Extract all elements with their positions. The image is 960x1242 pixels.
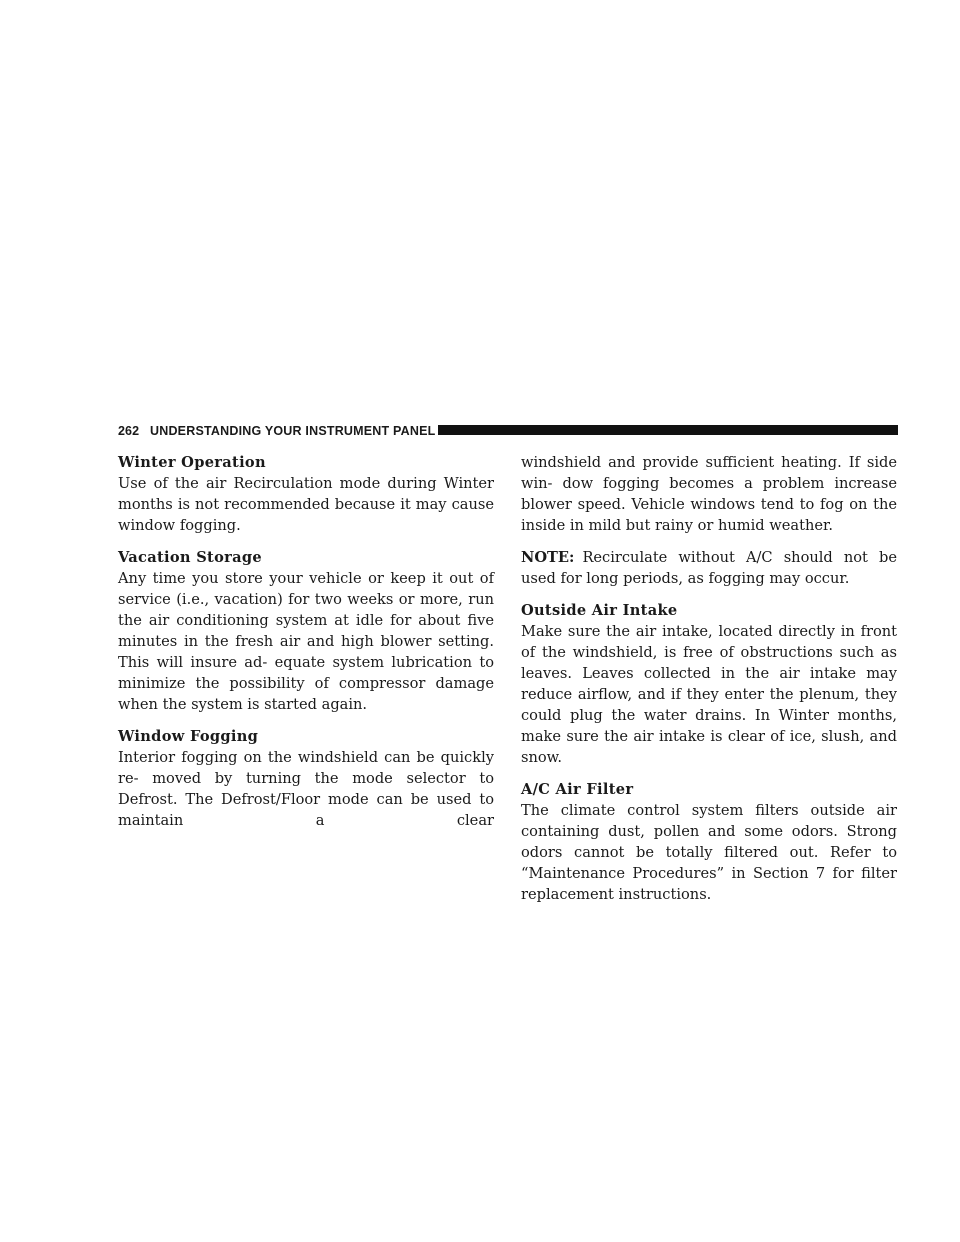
paragraph-outside-air-intake: Make sure the air intake, located directly in front of the windshield, is free of obstructions such as leaves. Leaves collected in the air intake may reduce airflow, and if they enter the plenum, they could plug the water drains. In Winter months, make sure the air intake is clear of ice, slush, and snow. <box>521 623 897 766</box>
paragraph-winter-operation: Use of the air Recirculation mode during Winter months is not recommended because it may cause window fogging. <box>118 475 494 534</box>
right-column <box>521 452 897 916</box>
paragraph-window-fogging-continued: windshield and provide sufficient heating. If side win- dow fogging becomes a problem increase blower speed. Vehicle windows tend to fog on the inside in mild but rainy or humid weather. <box>521 454 897 534</box>
left-column <box>118 452 494 842</box>
section-title: UNDERSTANDING YOUR INSTRUMENT PANEL <box>150 424 436 438</box>
heading-window-fogging: Window Fogging <box>118 728 259 745</box>
heading-outside-air-intake: Outside Air Intake <box>521 602 678 619</box>
note-paragraph <box>521 547 897 589</box>
paragraph-window-fogging: Interior fogging on the windshield can be quickly re- moved by turning the mode selector to Defrost. The Defrost/Floor mode can be used to maintain a clear <box>118 749 494 829</box>
heading-winter-operation: Winter Operation <box>118 454 266 471</box>
paragraph-vacation-storage: Any time you store your vehicle or keep it out of service (i.e., vacation) for two weeks or more, run the air conditioning system at idle for about five minutes in the fresh air and high blower setting. This will insure ad- equate system lubrication to minimize the possibility of compressor damage when the system is started again. <box>118 570 494 713</box>
page-header <box>118 423 898 439</box>
paragraph-ac-air-filter: The climate control system filters outside air containing dust, pollen and some odors. Strong odors cannot be totally filtered out. Refer to “Maintenance Procedures” in Section 7 for filter replacement instructions. <box>521 802 897 903</box>
note-label: NOTE: <box>521 549 575 566</box>
heading-ac-air-filter: A/C Air Filter <box>521 781 634 798</box>
page-number: 262 <box>118 424 140 438</box>
note-text: Recirculate without A/C should not be used for long periods, as fogging may occur. <box>521 549 897 587</box>
heading-vacation-storage: Vacation Storage <box>118 549 262 566</box>
header-rule <box>438 425 898 435</box>
